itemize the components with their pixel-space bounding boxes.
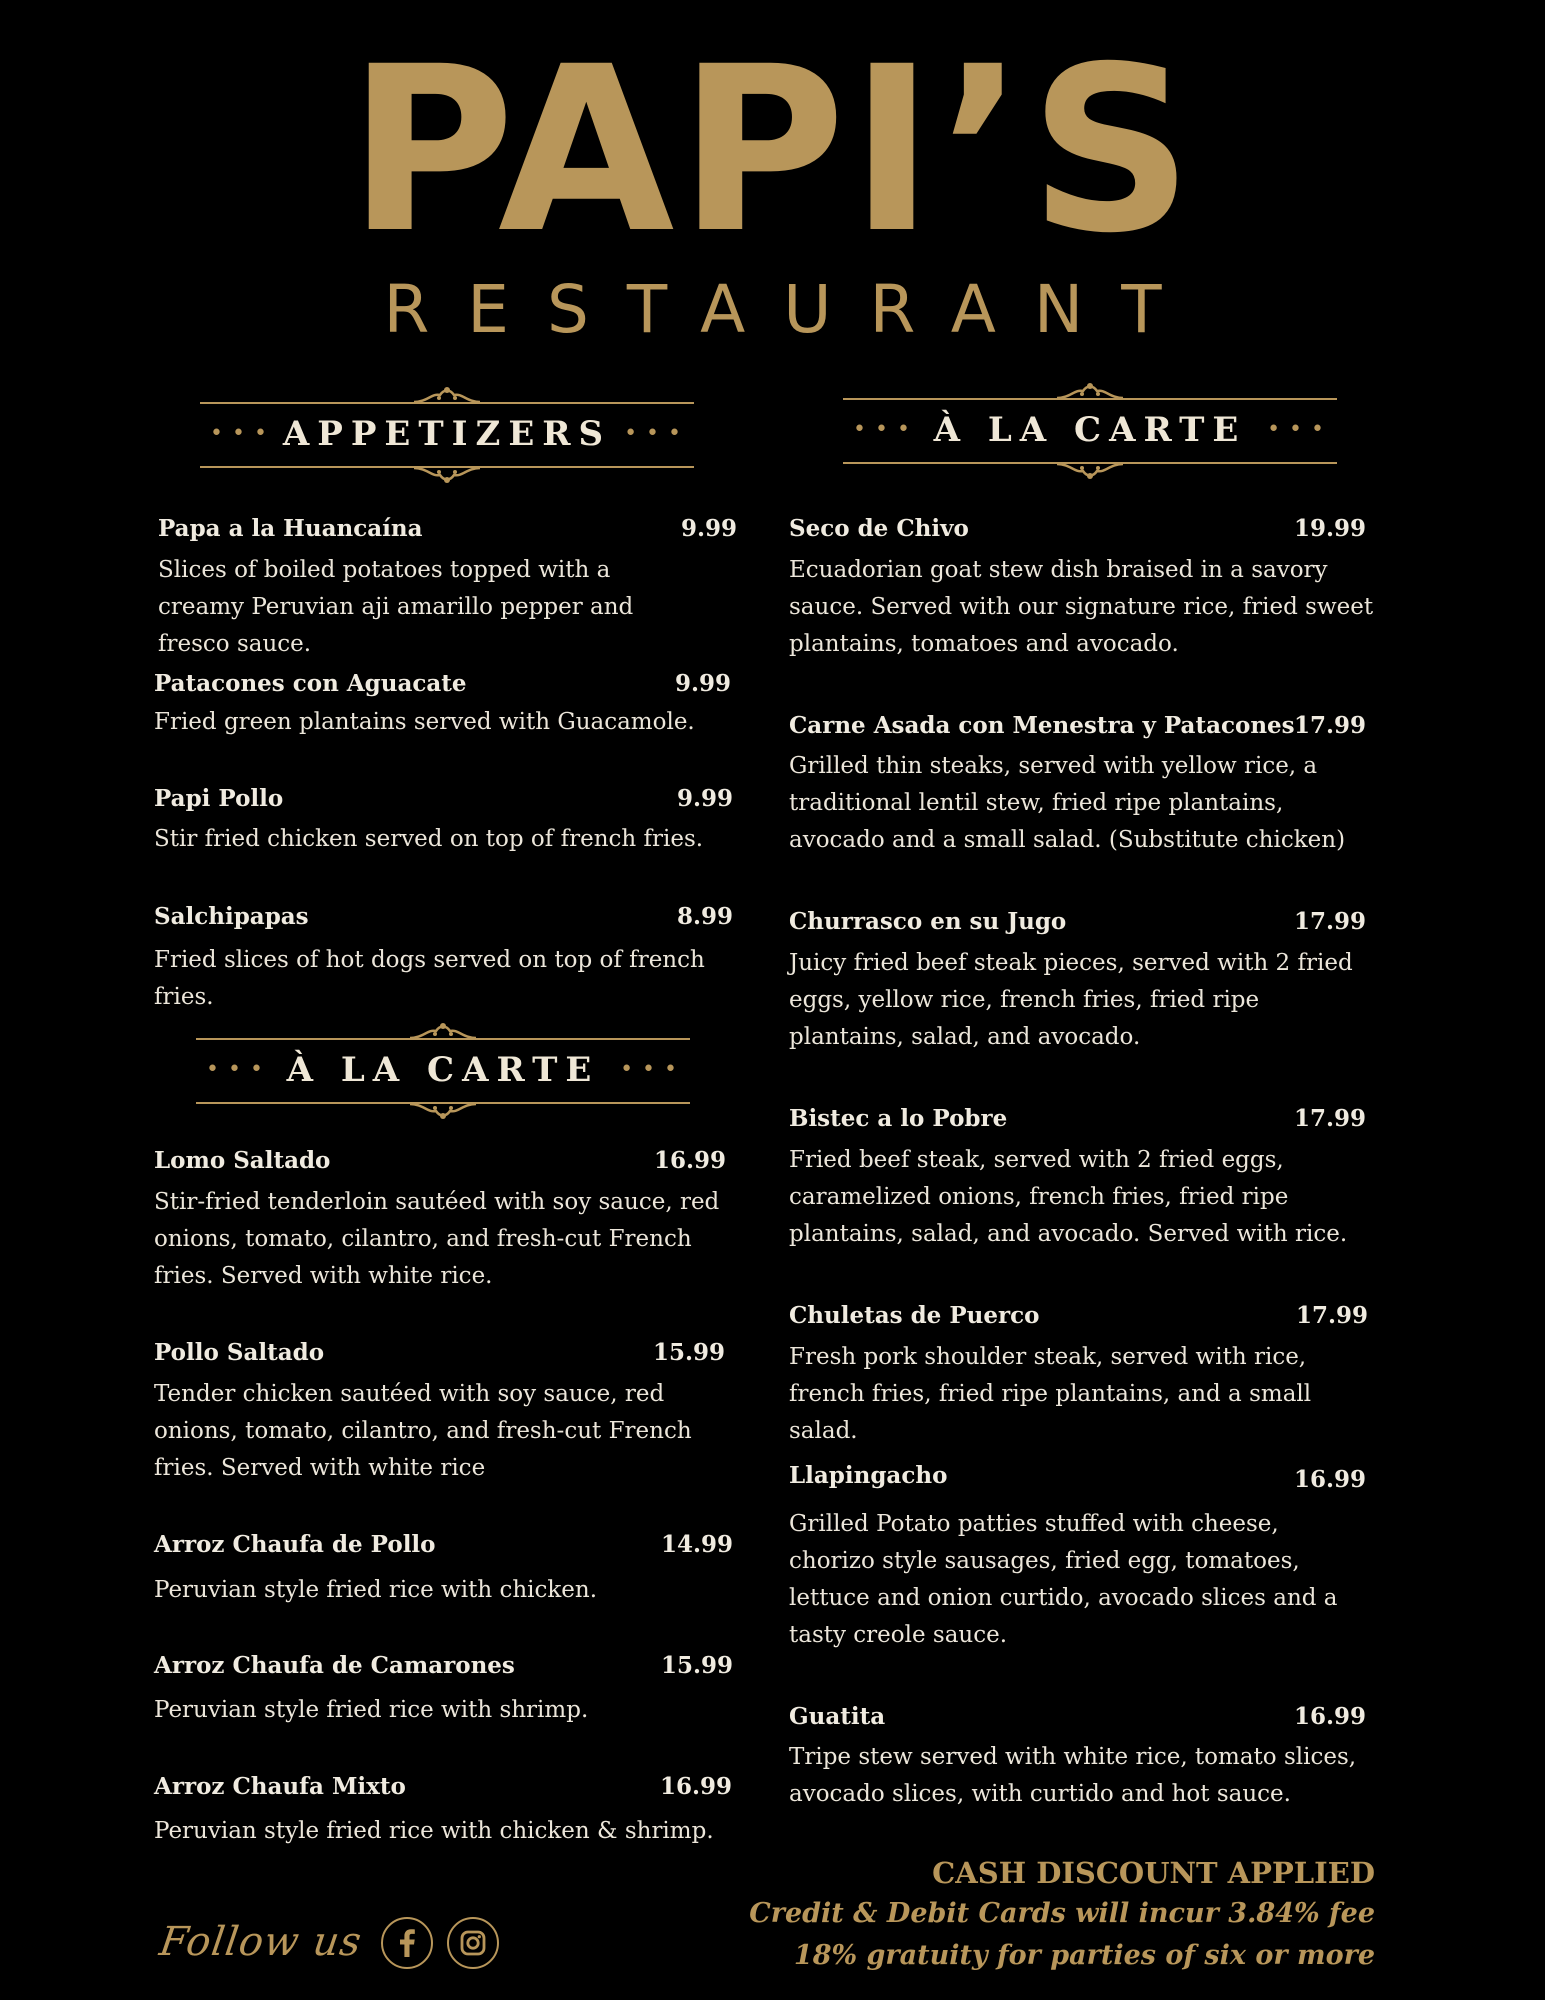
- menu-item-price: 17.99: [1293, 1105, 1366, 1132]
- menu-item-description: Fried green plantains served with Guacamole.: [154, 709, 695, 735]
- decorative-dots: •••: [624, 421, 690, 446]
- menu-item-description: Tender chicken sautéed with soy sauce, red onions, tomato, cilantro, and fresh-cut French fries. Served with white rice: [154, 1381, 692, 1481]
- facebook-icon: [383, 1919, 431, 1967]
- decorative-dots: •••: [1267, 417, 1333, 442]
- menu-item-price: 9.99: [674, 670, 731, 697]
- decorative-dots: •••: [206, 1057, 272, 1082]
- gratuity-note: 18% gratuity for parties of six or more: [793, 1940, 1375, 1971]
- menu-item-name: Salchipapas: [154, 903, 309, 930]
- menu-item-name: Carne Asada con Menestra y Patacones: [789, 712, 1295, 739]
- menu-item-price: 16.99: [653, 1147, 726, 1174]
- flourish-ornament-icon: [412, 467, 482, 485]
- menu-item-description: Peruvian style fried rice with chicken & shrimp.: [154, 1818, 714, 1844]
- decorative-dots: •••: [210, 421, 276, 446]
- menu-item-description: Juicy fried beef steak pieces, served with 2 fried eggs, yellow rice, french fries, fried ripe plantains, salad, and avocado.: [789, 950, 1353, 1050]
- menu-item-price: 16.99: [1293, 1466, 1366, 1493]
- menu-item-name: Arroz Chaufa de Camarones: [154, 1652, 515, 1679]
- menu-item-name: Chuletas de Puerco: [789, 1302, 1040, 1329]
- section-title: À LA CARTE: [286, 1050, 600, 1090]
- flourish-ornament-icon: [1055, 381, 1125, 399]
- menu-item-name: Seco de Chivo: [789, 515, 969, 542]
- menu-item-price: 16.99: [1293, 1703, 1366, 1730]
- facebook-link[interactable]: [381, 1917, 433, 1969]
- follow-us-label: Follow us: [156, 1919, 365, 1965]
- restaurant-logo-subtitle: RESTAURANT: [383, 271, 1200, 348]
- menu-item-name: Llapingacho: [789, 1462, 948, 1489]
- menu-item-description: Peruvian style fried rice with chicken.: [154, 1577, 598, 1603]
- menu-item-price: 17.99: [1293, 908, 1366, 935]
- instagram-link[interactable]: [447, 1917, 499, 1969]
- section-title: APPETIZERS: [282, 414, 612, 454]
- flourish-ornament-icon: [412, 385, 482, 403]
- menu-item-price: 17.99: [1293, 712, 1366, 739]
- menu-item-description: Stir fried chicken served on top of french fries.: [154, 826, 704, 852]
- menu-item-name: Churrasco en su Jugo: [789, 908, 1067, 935]
- payment-notes: [749, 1853, 1375, 1977]
- flourish-ornament-icon: [408, 1021, 478, 1039]
- menu-item-price: 9.99: [676, 785, 733, 812]
- menu-item-description: Tripe stew served with white rice, tomato slices, avocado slices, with curtido and hot sauce.: [789, 1744, 1357, 1807]
- instagram-icon: [449, 1919, 497, 1967]
- card-fee-note: Credit & Debit Cards will incur 3.84% fee: [749, 1898, 1375, 1929]
- menu-item-price: 17.99: [1295, 1302, 1368, 1329]
- section-header-a-la-carte-left: [196, 1020, 690, 1120]
- menu-item-price: 16.99: [659, 1773, 732, 1800]
- menu-item-name: Papa a la Huancaína: [158, 515, 423, 542]
- section-title: À LA CARTE: [933, 410, 1247, 450]
- menu-item-name: Lomo Saltado: [154, 1147, 331, 1174]
- menu-item-name: Pollo Saltado: [154, 1339, 325, 1366]
- menu-item-description: Grilled Potato patties stuffed with cheese, chorizo style sausages, fried egg, tomatoes, lettuce and onion curtido, avocado slices and a tasty creole sauce.: [789, 1511, 1338, 1648]
- decorative-dots: •••: [620, 1057, 686, 1082]
- flourish-ornament-icon: [1055, 463, 1125, 481]
- menu-item-price: 14.99: [660, 1531, 733, 1558]
- menu-item-description: Peruvian style fried rice with shrimp.: [154, 1697, 589, 1723]
- menu-item-name: Guatita: [789, 1703, 886, 1730]
- restaurant-logo-title: PAPI’S: [347, 17, 1198, 283]
- section-header-a-la-carte-right: [843, 380, 1337, 480]
- menu-item-description: Slices of boiled potatoes topped with a creamy Peruvian aji amarillo pepper and fresco sauce.: [158, 557, 634, 657]
- decorative-dots: •••: [853, 417, 919, 442]
- menu-item-description: Fried beef steak, served with 2 fried eggs, caramelized onions, french fries, fried ripe plantains, salad, and avocado. Served with rice.: [789, 1147, 1348, 1247]
- flourish-ornament-icon: [408, 1103, 478, 1121]
- menu-item-name: Arroz Chaufa de Pollo: [154, 1531, 436, 1558]
- menu-item-price: 8.99: [676, 903, 733, 930]
- menu-item-price: 15.99: [660, 1652, 733, 1679]
- menu-item-name: Papi Pollo: [154, 785, 284, 812]
- menu-item-description: Ecuadorian goat stew dish braised in a savory sauce. Served with our signature rice, fried sweet plantains, tomatoes and avocado.: [789, 557, 1374, 657]
- menu-item-description: Grilled thin steaks, served with yellow rice, a traditional lentil stew, fried ripe plantains, avocado and a small salad. (Substitute chicken): [789, 753, 1346, 853]
- menu-item-price: 9.99: [680, 515, 737, 542]
- menu-item-price: 15.99: [652, 1339, 725, 1366]
- menu-item-name: Arroz Chaufa Mixto: [154, 1773, 406, 1800]
- menu-item-description: Fresh pork shoulder steak, served with rice, french fries, fried ripe plantains, and a small salad.: [789, 1344, 1312, 1444]
- menu-item-description: Fried slices of hot dogs served on top of french fries.: [154, 947, 705, 1010]
- cash-discount-note: CASH DISCOUNT APPLIED: [932, 1856, 1375, 1890]
- menu-item-description: Stir-fried tenderloin sautéed with soy sauce, red onions, tomato, cilantro, and fresh-cut French fries. Served with white rice.: [154, 1189, 720, 1289]
- menu-item-name: Bistec a lo Pobre: [789, 1105, 1008, 1132]
- menu-item-price: 19.99: [1293, 515, 1366, 542]
- menu-item-name: Patacones con Aguacate: [154, 670, 467, 697]
- section-header-appetizers: [200, 384, 694, 484]
